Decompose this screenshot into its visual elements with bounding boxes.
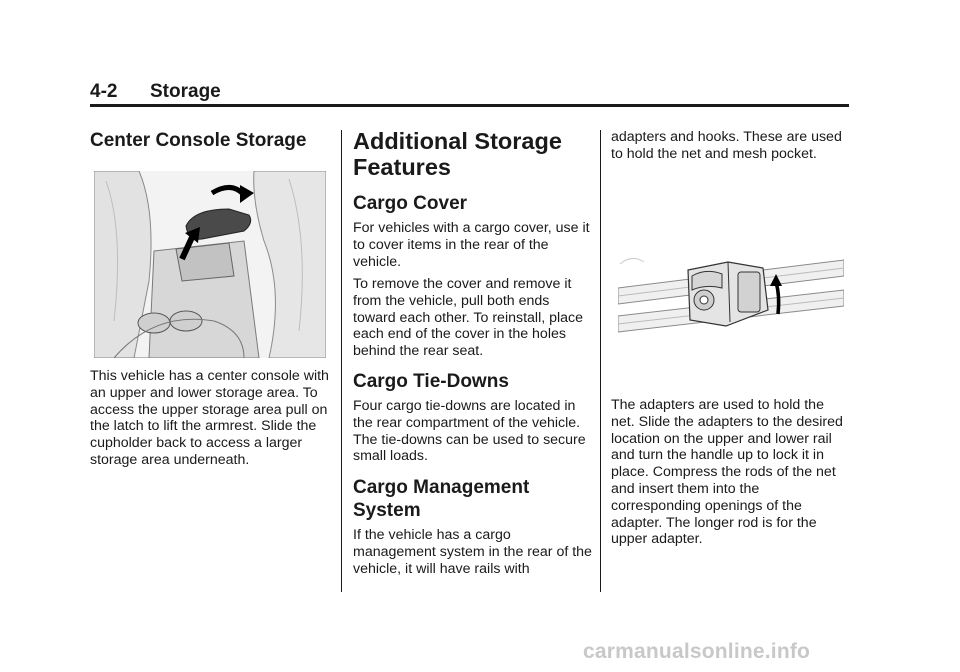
cargo-management-heading-line2: System	[353, 500, 421, 521]
cargo-cover-paragraph-1: For vehicles with a cargo cover, use it to cover items in the rear of the vehicle.	[353, 220, 590, 270]
adapters-usage-paragraph: The adapters are used to hold the net. Slide the adapters to the desired location on the upper and lower rail and turn the handle up to lock it in place. Compress the rods of the net and insert them into the corresponding openings of the adapter. The longer rod is for the upper adapter.	[611, 397, 843, 548]
center-console-paragraph: This vehicle has a center console with an upper and lower storage area. To access the upper storage area pull on the latch to lift the armrest. Slide the cupholder back to access a larger storage area underneath.	[90, 368, 329, 468]
cargo-rail-adapter-illustration	[618, 248, 844, 350]
cargo-management-heading-line1: Cargo Management	[353, 477, 530, 498]
adapters-hooks-paragraph: adapters and hooks. These are used to hold the net and mesh pocket.	[611, 129, 842, 162]
center-console-heading: Center Console Storage	[90, 130, 307, 151]
header-rule	[90, 104, 849, 107]
console-armrest-illustration	[94, 171, 326, 358]
cargo-management-paragraph: If the vehicle has a cargo management system in the rear of the vehicle, it will have rails with	[353, 527, 592, 577]
page-number: 4-2	[90, 81, 118, 102]
section-title: Storage	[150, 81, 221, 102]
watermark-text: carmanualsonline.info	[583, 640, 811, 663]
cargo-tie-downs-heading: Cargo Tie-Downs	[353, 371, 509, 392]
additional-storage-heading-line1: Additional Storage	[353, 128, 562, 154]
column-divider-2	[600, 130, 601, 592]
column-divider-1	[341, 130, 342, 592]
cargo-cover-paragraph-2: To remove the cover and remove it from the vehicle, pull both ends toward each other. To reinstall, place each end of the cover in the holes behind the rear seat.	[353, 276, 584, 360]
cargo-tie-downs-paragraph: Four cargo tie-downs are located in the rear compartment of the vehicle. The tie-downs can be used to secure small loads.	[353, 398, 586, 465]
additional-storage-heading-line2: Features	[353, 154, 451, 180]
cargo-cover-heading: Cargo Cover	[353, 193, 468, 214]
